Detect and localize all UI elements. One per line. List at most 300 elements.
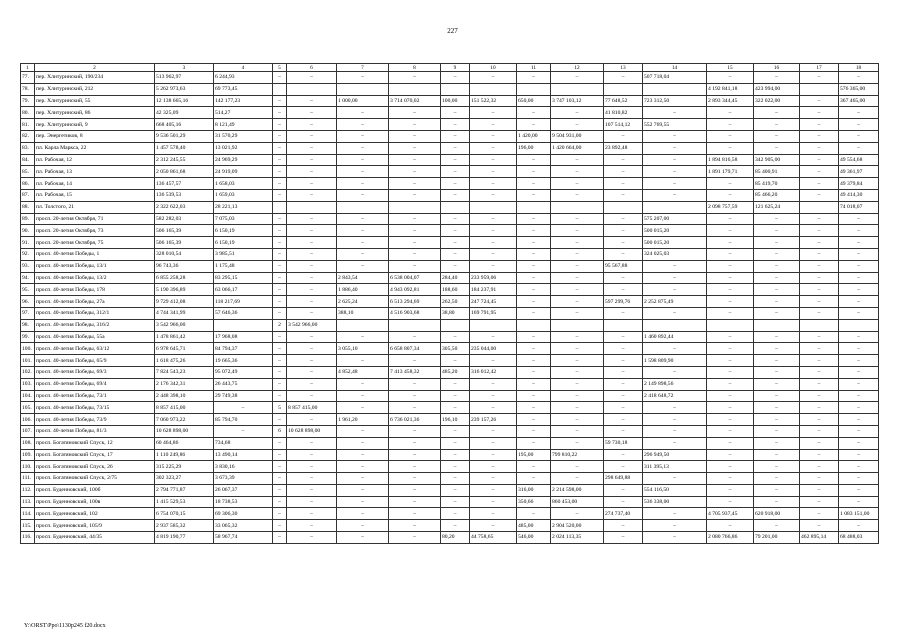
value-cell: – <box>273 437 287 449</box>
value-cell: 10 628 898,00 <box>155 425 214 437</box>
value-cell <box>337 319 389 331</box>
value-cell: – <box>643 473 707 485</box>
value-cell: – <box>707 378 754 390</box>
value-cell: – <box>470 402 517 414</box>
value-cell: 19 665,36 <box>214 355 273 367</box>
value-cell: 514,27 <box>214 107 273 119</box>
table-row <box>21 355 879 367</box>
value-cell: – <box>839 496 879 508</box>
value-cell: – <box>604 331 643 343</box>
value-cell: – <box>604 166 643 178</box>
value-cell <box>551 319 604 331</box>
address-cell: пл. Толстого, 21 <box>35 201 155 213</box>
value-cell: – <box>839 355 879 367</box>
table-row <box>21 343 879 355</box>
value-cell: 3 542 966,00 <box>287 319 337 331</box>
value-cell: – <box>389 107 441 119</box>
value-cell: – <box>551 284 604 296</box>
value-cell: 85 466,20 <box>754 189 800 201</box>
value-cell: 2 794 771,87 <box>155 484 214 496</box>
value-cell <box>551 83 604 95</box>
value-cell: – <box>441 461 470 473</box>
value-cell: – <box>337 520 389 532</box>
table-row <box>21 437 879 449</box>
value-cell: – <box>551 331 604 343</box>
value-cell: – <box>389 260 441 272</box>
table-row <box>21 414 879 426</box>
value-cell: – <box>707 142 754 154</box>
address-cell: пер. Хлитуринский, 212 <box>35 83 155 95</box>
value-cell: – <box>517 237 551 249</box>
value-cell: – <box>839 378 879 390</box>
value-cell: – <box>337 461 389 473</box>
value-cell: – <box>287 225 337 237</box>
value-cell: – <box>604 189 643 201</box>
value-cell: – <box>800 484 839 496</box>
value-cell: – <box>551 366 604 378</box>
value-cell: 1 891 179,71 <box>707 166 754 178</box>
column-header: 8 <box>389 64 441 72</box>
table-row <box>21 95 879 107</box>
value-cell: – <box>273 449 287 461</box>
value-cell: 650,00 <box>517 95 551 107</box>
value-cell: 80,20 <box>441 532 470 544</box>
value-cell <box>604 201 643 213</box>
value-cell: – <box>800 166 839 178</box>
value-cell: – <box>287 378 337 390</box>
value-cell: – <box>273 260 287 272</box>
data-table <box>20 63 879 544</box>
value-cell: – <box>441 119 470 131</box>
row-number: 85. <box>21 166 35 178</box>
value-cell: – <box>273 390 287 402</box>
value-cell: – <box>754 520 800 532</box>
value-cell: 79 201,00 <box>754 532 800 544</box>
value-cell: 188,60 <box>441 284 470 296</box>
column-header: 18 <box>839 64 879 72</box>
value-cell: 23 892,48 <box>604 142 643 154</box>
value-cell: – <box>800 260 839 272</box>
value-cell: 1 415 529,53 <box>155 496 214 508</box>
address-cell: просп. 20-летия Октября, 71 <box>35 213 155 225</box>
value-cell: – <box>551 272 604 284</box>
value-cell: – <box>707 237 754 249</box>
value-cell: 536 338,00 <box>643 496 707 508</box>
value-cell: – <box>839 307 879 319</box>
value-cell: – <box>287 473 337 485</box>
value-cell: – <box>441 107 470 119</box>
table-header-row <box>21 64 879 72</box>
row-number: 89. <box>21 213 35 225</box>
value-cell: – <box>604 284 643 296</box>
address-cell: просп. 40-летия Победы, 1 <box>35 248 155 260</box>
row-number: 80. <box>21 107 35 119</box>
value-cell: – <box>517 331 551 343</box>
row-number: 104. <box>21 390 35 402</box>
value-cell: – <box>551 248 604 260</box>
value-cell: 500 015,20 <box>643 225 707 237</box>
value-cell: – <box>604 355 643 367</box>
value-cell: 4 516 903,68 <box>389 307 441 319</box>
value-cell: – <box>389 154 441 166</box>
row-number: 113. <box>21 496 35 508</box>
address-cell: пер. Хлитуринский, 86 <box>35 107 155 119</box>
value-cell: 1 618 475,26 <box>155 355 214 367</box>
value-cell: – <box>273 142 287 154</box>
value-cell: – <box>273 213 287 225</box>
value-cell: – <box>389 331 441 343</box>
value-cell: 85 400,91 <box>754 166 800 178</box>
value-cell: – <box>643 142 707 154</box>
value-cell: – <box>337 496 389 508</box>
value-cell: – <box>800 154 839 166</box>
value-cell <box>441 201 470 213</box>
page-number: 227 <box>447 27 458 35</box>
value-cell: – <box>273 378 287 390</box>
value-cell: 316,00 <box>517 484 551 496</box>
value-cell <box>287 201 337 213</box>
table-row <box>21 119 879 131</box>
value-cell: – <box>337 355 389 367</box>
row-number: 109. <box>21 449 35 461</box>
value-cell: 342 905,00 <box>754 154 800 166</box>
value-cell: – <box>604 532 643 544</box>
value-cell: – <box>800 402 839 414</box>
row-number: 93. <box>21 260 35 272</box>
table-row <box>21 213 879 225</box>
value-cell: – <box>337 189 389 201</box>
value-cell: – <box>273 166 287 178</box>
value-cell: – <box>287 461 337 473</box>
value-cell: – <box>287 237 337 249</box>
value-cell: – <box>287 189 337 201</box>
value-cell: 6 513 294,69 <box>389 296 441 308</box>
value-cell: – <box>337 402 389 414</box>
value-cell: – <box>754 130 800 142</box>
value-cell: 2 448 398,10 <box>155 390 214 402</box>
value-cell <box>470 319 517 331</box>
value-cell: 6 <box>273 425 287 437</box>
value-cell: 2 843,54 <box>337 272 389 284</box>
value-cell: – <box>707 343 754 355</box>
value-cell: – <box>287 520 337 532</box>
value-cell: 95 072,49 <box>214 366 273 378</box>
value-cell: – <box>337 484 389 496</box>
value-cell: – <box>470 473 517 485</box>
value-cell: 1 420,00 <box>517 130 551 142</box>
value-cell: – <box>707 307 754 319</box>
value-cell: 1 175,48 <box>214 260 273 272</box>
value-cell: – <box>337 473 389 485</box>
address-cell: просп. 40-летия Победы, 27а <box>35 296 155 308</box>
value-cell: – <box>604 520 643 532</box>
value-cell: – <box>441 508 470 520</box>
table-row <box>21 473 879 485</box>
value-cell <box>604 319 643 331</box>
value-cell: – <box>287 449 337 461</box>
table-row <box>21 402 879 414</box>
value-cell: 84 794,37 <box>214 343 273 355</box>
value-cell: – <box>839 437 879 449</box>
value-cell: – <box>470 378 517 390</box>
value-cell <box>441 319 470 331</box>
column-header: 16 <box>754 64 800 72</box>
value-cell: – <box>441 178 470 190</box>
value-cell: – <box>551 237 604 249</box>
value-cell: 1 961,20 <box>337 414 389 426</box>
value-cell: – <box>517 508 551 520</box>
value-cell <box>517 83 551 95</box>
value-cell: – <box>470 484 517 496</box>
value-cell: – <box>470 213 517 225</box>
value-cell: – <box>287 508 337 520</box>
value-cell: 2 418 648,72 <box>643 390 707 402</box>
value-cell: – <box>389 508 441 520</box>
value-cell: – <box>287 437 337 449</box>
value-cell: – <box>604 248 643 260</box>
value-cell: – <box>389 496 441 508</box>
value-cell: – <box>470 119 517 131</box>
table-row <box>21 107 879 119</box>
value-cell: – <box>214 402 273 414</box>
value-cell: – <box>839 107 879 119</box>
address-cell: просп. 40-летия Победы, 81/3 <box>35 425 155 437</box>
value-cell: – <box>441 437 470 449</box>
value-cell: 2 252 875,49 <box>643 296 707 308</box>
value-cell: – <box>551 437 604 449</box>
value-cell: – <box>839 331 879 343</box>
value-cell: 5 262 973,63 <box>155 83 214 95</box>
value-cell: 734,68 <box>214 437 273 449</box>
value-cell: – <box>287 119 337 131</box>
table-row <box>21 142 879 154</box>
value-cell: – <box>273 225 287 237</box>
table-row <box>21 532 879 544</box>
value-cell: – <box>441 237 470 249</box>
value-cell: – <box>337 390 389 402</box>
value-cell: – <box>551 378 604 390</box>
value-cell: – <box>337 425 389 437</box>
value-cell: – <box>287 532 337 544</box>
value-cell: – <box>287 484 337 496</box>
column-header: 15 <box>707 64 754 72</box>
value-cell: – <box>604 225 643 237</box>
value-cell: 136 539,53 <box>155 189 214 201</box>
value-cell: – <box>389 378 441 390</box>
value-cell: 136 457,57 <box>155 178 214 190</box>
value-cell: 96 743,36 <box>155 260 214 272</box>
row-number: 78. <box>21 83 35 95</box>
value-cell: – <box>389 237 441 249</box>
value-cell: – <box>517 166 551 178</box>
value-cell: 69 306,30 <box>214 508 273 520</box>
value-cell: – <box>604 461 643 473</box>
value-cell: 68 488,03 <box>839 532 879 544</box>
value-cell: – <box>337 378 389 390</box>
value-cell: – <box>287 142 337 154</box>
value-cell: 169 791,95 <box>470 307 517 319</box>
value-cell: 2 904 520,00 <box>551 520 604 532</box>
column-header: 10 <box>470 64 517 72</box>
value-cell: – <box>337 449 389 461</box>
value-cell: – <box>707 72 754 84</box>
address-cell: пл. Рабочая, 14 <box>35 178 155 190</box>
row-number: 86. <box>21 178 35 190</box>
value-cell: – <box>389 248 441 260</box>
value-cell: – <box>441 154 470 166</box>
value-cell: 4 705 937,45 <box>707 508 754 520</box>
value-cell: – <box>551 178 604 190</box>
value-cell: – <box>800 142 839 154</box>
value-cell: – <box>707 296 754 308</box>
value-cell: 44 758,65 <box>470 532 517 544</box>
value-cell: – <box>754 296 800 308</box>
value-cell: 9 729 412,08 <box>155 296 214 308</box>
value-cell: – <box>389 461 441 473</box>
value-cell: 311 395,13 <box>643 461 707 473</box>
value-cell: – <box>551 307 604 319</box>
value-cell: – <box>800 437 839 449</box>
value-cell: – <box>707 414 754 426</box>
value-cell <box>273 201 287 213</box>
value-cell: – <box>800 119 839 131</box>
value-cell: – <box>389 520 441 532</box>
value-cell: – <box>441 189 470 201</box>
table-row <box>21 154 879 166</box>
value-cell: 29 749,38 <box>214 390 273 402</box>
value-cell: – <box>551 213 604 225</box>
value-cell: – <box>800 496 839 508</box>
value-cell: – <box>517 260 551 272</box>
value-cell: 107 514,12 <box>604 119 643 131</box>
value-cell: – <box>273 237 287 249</box>
value-cell: – <box>337 72 389 84</box>
value-cell: 184 237,91 <box>470 284 517 296</box>
value-cell: – <box>337 532 389 544</box>
value-cell: – <box>389 225 441 237</box>
value-cell: – <box>517 473 551 485</box>
value-cell: 2 <box>273 319 287 331</box>
value-cell: 247 724,45 <box>470 296 517 308</box>
value-cell <box>643 83 707 95</box>
value-cell: 17 968,08 <box>214 331 273 343</box>
value-cell: – <box>441 484 470 496</box>
value-cell: 10 628 898,00 <box>287 425 337 437</box>
value-cell: – <box>707 260 754 272</box>
value-cell: – <box>604 378 643 390</box>
value-cell: – <box>754 390 800 402</box>
value-cell: – <box>287 260 337 272</box>
value-cell: 1 110 249,86 <box>155 449 214 461</box>
address-cell: просп. Богатяновский Спуск, 17 <box>35 449 155 461</box>
value-cell: – <box>643 343 707 355</box>
column-header: 2 <box>35 64 155 72</box>
value-cell: – <box>839 343 879 355</box>
value-cell: 576 365,00 <box>839 83 879 95</box>
address-cell: просп. 20-летия Октября, 73 <box>35 225 155 237</box>
value-cell: 31 570,29 <box>214 130 273 142</box>
value-cell <box>337 201 389 213</box>
value-cell: – <box>470 508 517 520</box>
value-cell: 196,10 <box>441 414 470 426</box>
address-cell: просп. Буденновский, 100б <box>35 484 155 496</box>
address-cell: пл. Карла Маркса, 22 <box>35 142 155 154</box>
value-cell: 3 985,51 <box>214 248 273 260</box>
value-cell: – <box>470 154 517 166</box>
value-cell: 38,80 <box>441 307 470 319</box>
value-cell: – <box>839 414 879 426</box>
value-cell: – <box>800 390 839 402</box>
value-cell: – <box>287 178 337 190</box>
value-cell: 4 943 092,81 <box>389 284 441 296</box>
value-cell: – <box>517 107 551 119</box>
value-cell: – <box>800 248 839 260</box>
value-cell: – <box>441 142 470 154</box>
value-cell: – <box>273 355 287 367</box>
value-cell: – <box>273 461 287 473</box>
value-cell <box>470 201 517 213</box>
value-cell: – <box>389 425 441 437</box>
value-cell: 262,50 <box>441 296 470 308</box>
value-cell: 6 855 258,28 <box>155 272 214 284</box>
value-cell: – <box>754 237 800 249</box>
value-cell: – <box>273 189 287 201</box>
address-cell: просп. Буденновский, 105/9 <box>35 520 155 532</box>
table-row <box>21 307 879 319</box>
value-cell: – <box>754 107 800 119</box>
value-cell: 7 824 543,23 <box>155 366 214 378</box>
row-number: 94. <box>21 272 35 284</box>
value-cell: 274 737,40 <box>604 508 643 520</box>
value-cell: 7 075,03 <box>214 213 273 225</box>
value-cell: 151 522,32 <box>470 95 517 107</box>
value-cell: – <box>604 425 643 437</box>
value-cell <box>214 319 273 331</box>
value-cell: – <box>643 130 707 142</box>
value-cell: – <box>839 225 879 237</box>
value-cell: – <box>441 130 470 142</box>
value-cell: – <box>800 189 839 201</box>
value-cell: 233 959,06 <box>470 272 517 284</box>
value-cell: – <box>551 107 604 119</box>
value-cell: – <box>470 166 517 178</box>
value-cell: – <box>707 130 754 142</box>
value-cell: – <box>800 378 839 390</box>
value-cell: – <box>754 378 800 390</box>
address-cell: просп. Буденновский, 44/35 <box>35 532 155 544</box>
value-cell: – <box>707 107 754 119</box>
value-cell: 6 244,93 <box>214 72 273 84</box>
address-cell: просп. 40-летия Победы, 73/9 <box>35 414 155 426</box>
value-cell: – <box>273 130 287 142</box>
value-cell: – <box>337 178 389 190</box>
value-cell: – <box>800 449 839 461</box>
value-cell: 24 969,29 <box>214 154 273 166</box>
address-cell: просп. 40-летия Победы, 63/12 <box>35 343 155 355</box>
table-row <box>21 260 879 272</box>
value-cell: – <box>800 473 839 485</box>
value-cell: – <box>517 272 551 284</box>
value-cell: – <box>441 213 470 225</box>
value-cell: – <box>800 272 839 284</box>
value-cell: – <box>337 142 389 154</box>
value-cell: – <box>337 213 389 225</box>
value-cell: – <box>273 248 287 260</box>
value-cell: – <box>839 213 879 225</box>
table-row <box>21 496 879 508</box>
value-cell: – <box>800 284 839 296</box>
value-cell: 284,40 <box>441 272 470 284</box>
